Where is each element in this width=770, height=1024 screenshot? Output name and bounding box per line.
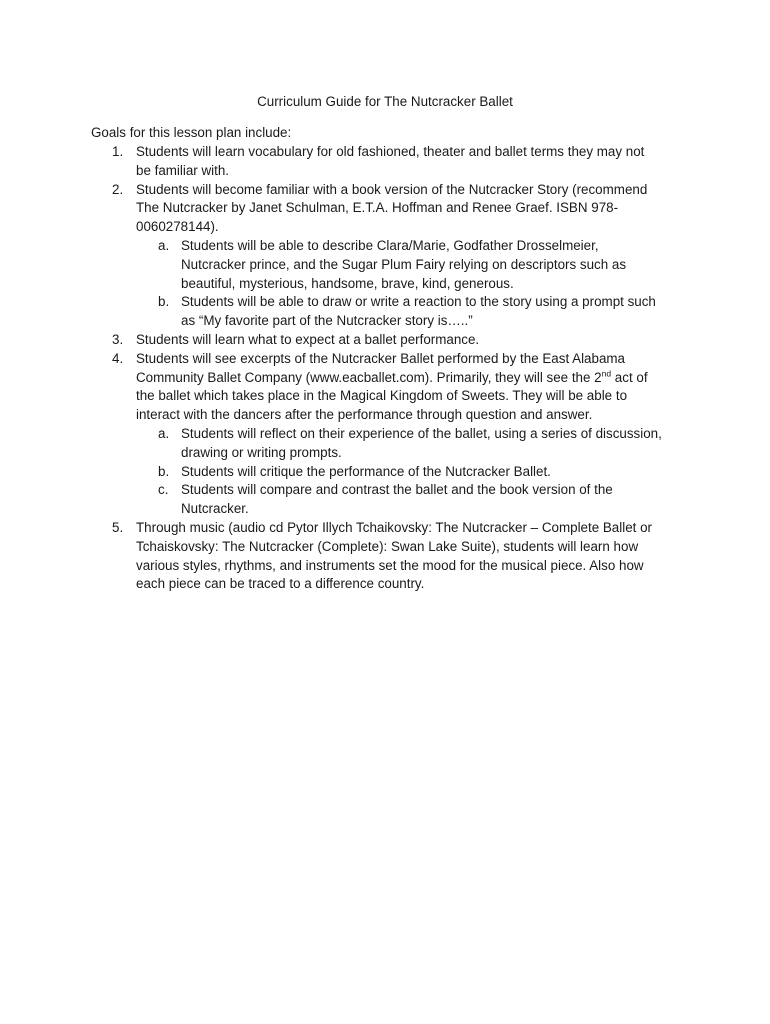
sub-goal-text-line: drawing or writing prompts. <box>181 444 342 460</box>
sub-goal-text-line: Nutcracker. <box>181 501 249 517</box>
goal-text-line: be familiar with. <box>136 162 230 178</box>
goal-number: 2. <box>112 181 124 197</box>
sub-goal-text-line: Students will critique the performance of the Nutcracker Ballet. <box>181 463 551 479</box>
sub-goal-item <box>136 425 691 463</box>
goal-text-line: various styles, rhythms, and instruments set the mood for the musical piece. Also how <box>136 557 644 573</box>
sub-goals-list <box>136 237 691 331</box>
sub-goal-text-line: Students will reflect on their experience of the ballet, using a series of discussion, <box>181 425 662 441</box>
sub-goal-letter: a. <box>158 237 170 253</box>
sub-goal-letter: a. <box>158 425 170 441</box>
goal-number: 1. <box>112 144 124 159</box>
goal-text-line: The Nutcracker by Janet Schulman, E.T.A. Hoffman and Renee Graef. ISBN 978- <box>136 200 619 216</box>
goal-item-3 <box>91 331 691 350</box>
goal-text-line: 0060278144). <box>136 219 219 235</box>
sub-goal-text-line: Nutcracker prince, and the Sugar Plum Fairy relying on descriptors such as <box>181 256 627 272</box>
goal-number: 4. <box>112 350 124 366</box>
sub-goal-text-line: Students will compare and contrast the ballet and the book version of the <box>181 482 613 498</box>
sub-goal-item <box>136 293 691 331</box>
goal-text-line: Students will see excerpts of the Nutcracker Ballet performed by the East Alabama <box>136 350 625 366</box>
goal-text-line: Students will become familiar with a book version of the Nutcracker Story (recommend <box>136 181 648 197</box>
goal-text-line: the ballet which takes place in the Magical Kingdom of Sweets. They will be able to <box>136 388 628 404</box>
sub-goal-letter: b. <box>158 294 170 310</box>
goal-item-5 <box>91 519 691 594</box>
ordinal-suffix: nd <box>601 368 612 379</box>
sub-goal-item <box>136 481 691 519</box>
sub-goal-text-line: Students will be able to describe Clara/Marie, Godfather Drosselmeier, <box>181 237 599 253</box>
goal-text-line: Students will learn vocabulary for old fashioned, theater and ballet terms they may not <box>136 144 645 159</box>
goal-item-2 <box>91 181 691 331</box>
goal-text-line: interact with the dancers after the performance through question and answer. <box>136 407 593 423</box>
goal-text-line: Tchaiskovsky: The Nutcracker (Complete): Swan Lake Suite), students will learn how <box>136 538 639 554</box>
sub-goal-letter: c. <box>158 482 169 498</box>
sub-goals-list <box>136 425 691 519</box>
goal-item-4 <box>91 350 691 519</box>
goal-text-line: Through music (audio cd Pytor Illych Tchaikovsky: The Nutcracker – Complete Ballet or <box>136 519 653 535</box>
goal-number: 3. <box>112 331 124 347</box>
goal-item-1 <box>91 143 691 181</box>
goal-number: 5. <box>112 519 124 535</box>
sub-goal-text-line: as “My favorite part of the Nutcracker story is…..” <box>181 313 473 329</box>
sub-goal-text-line: beautiful, mysterious, handsome, brave, kind, generous. <box>181 275 514 291</box>
goal-text-line: each piece can be traced to a difference country. <box>136 576 425 592</box>
sub-goal-text-line: Students will be able to draw or write a reaction to the story using a prompt such <box>181 294 656 310</box>
sub-goal-item <box>136 463 691 482</box>
goals-list <box>91 143 691 594</box>
goal-text-line: Students will learn what to expect at a ballet performance. <box>136 331 480 347</box>
sub-goal-letter: b. <box>158 463 170 479</box>
goal-text-line: Community Ballet Company (www.eacballet.com). Primarily, they will see the 2 <box>136 369 602 385</box>
sub-goal-item <box>136 237 691 293</box>
document-title: Curriculum Guide for The Nutcracker Ballet <box>257 94 513 109</box>
goal-text-line: act of <box>611 369 648 385</box>
goals-intro: Goals for this lesson plan include: <box>91 125 292 140</box>
